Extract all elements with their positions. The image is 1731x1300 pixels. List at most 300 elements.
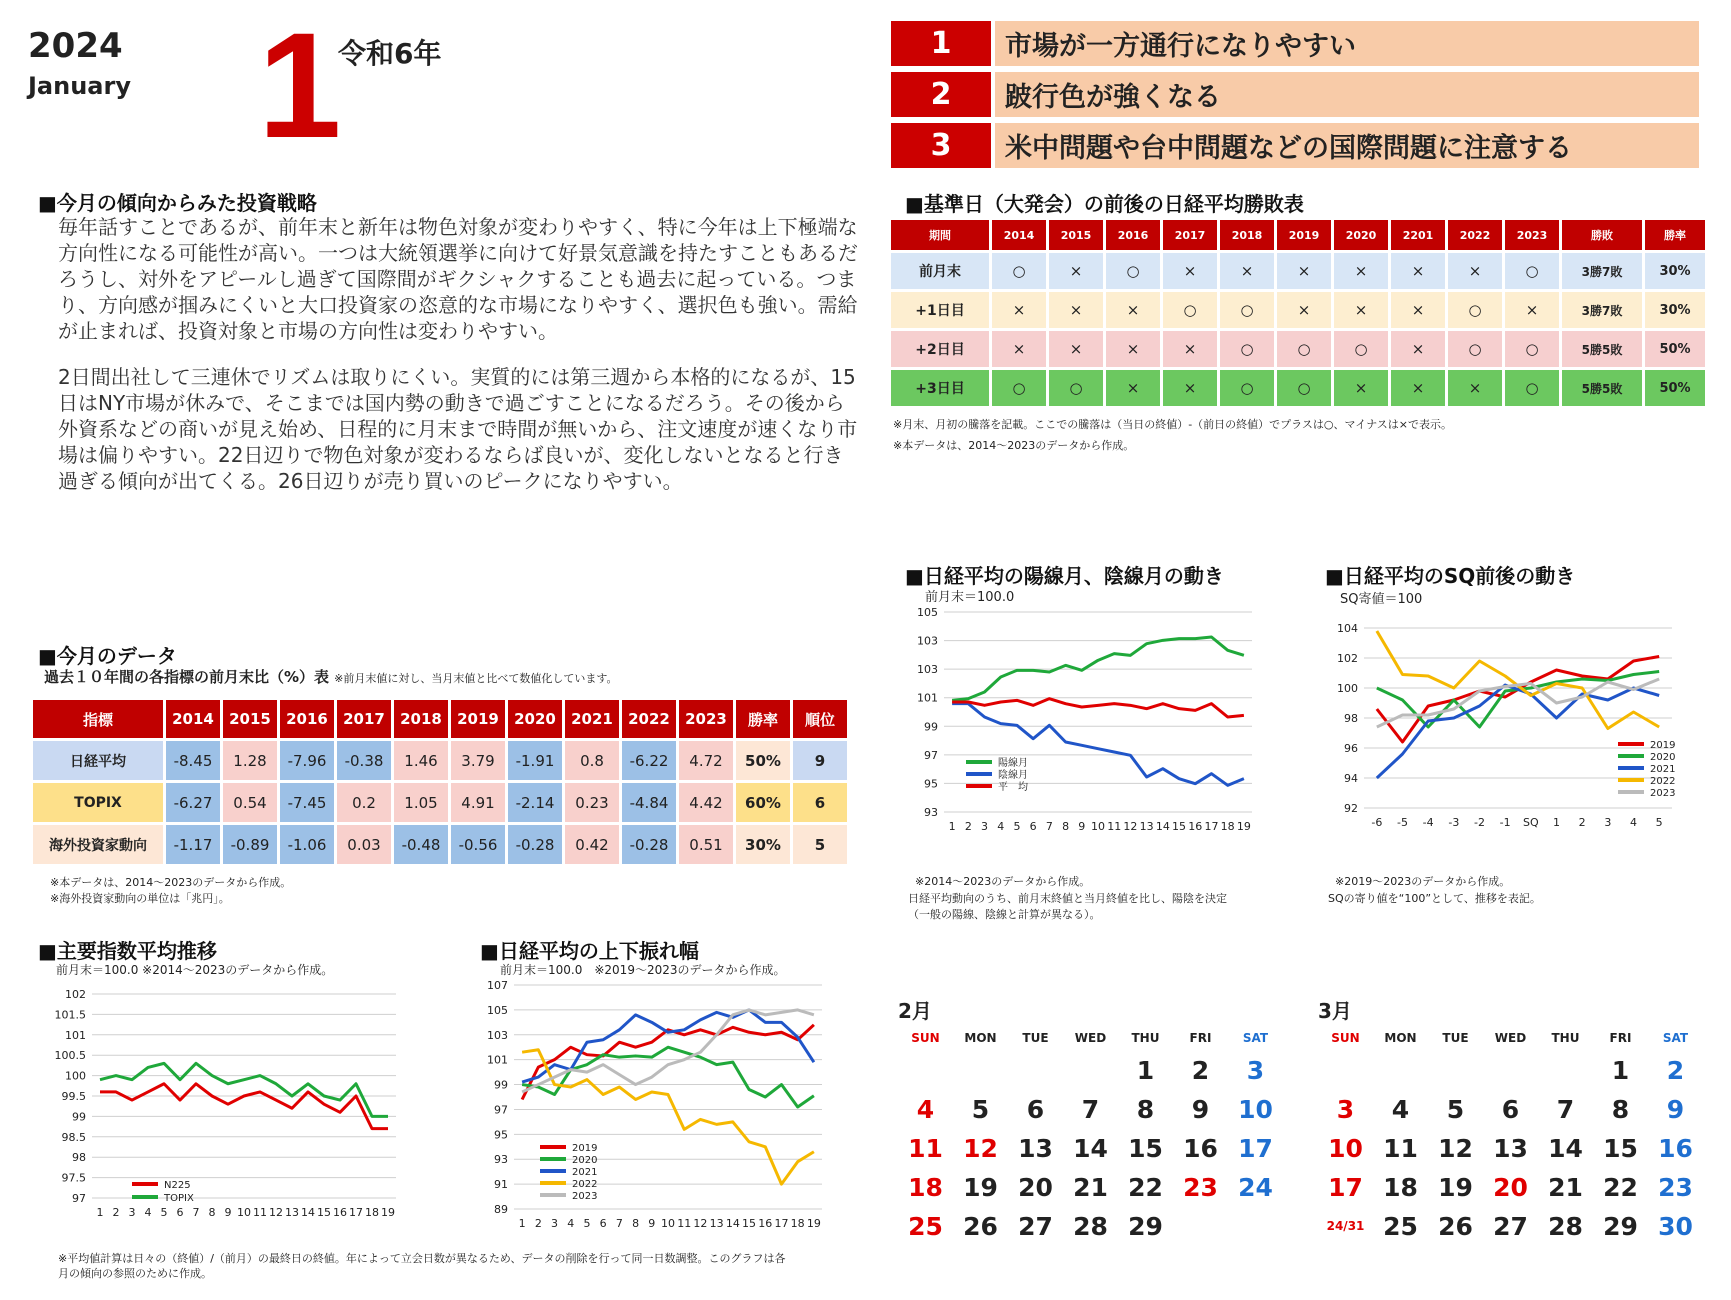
month-number: 1 <box>258 1 342 169</box>
sq-chart <box>1320 610 1680 840</box>
x-tick-label: 17 <box>774 1217 789 1230</box>
calendar-day: 25 <box>1383 1212 1418 1241</box>
calendar-day: 3 <box>1336 1095 1355 1124</box>
calendar-day: 5 <box>971 1095 990 1124</box>
monthly-data-rank: 9 <box>793 741 847 780</box>
calendar-day: 23 <box>1183 1173 1218 1202</box>
winloss-row <box>891 331 1705 367</box>
winloss-mark: × <box>1391 253 1445 289</box>
calendar-day: 5 <box>1446 1095 1465 1124</box>
x-tick-label: -4 <box>1422 816 1434 829</box>
winloss-header: 2023 <box>1505 220 1559 250</box>
x-tick-label: 3 <box>551 1217 559 1230</box>
calendar-weekday: SAT <box>1662 1031 1689 1045</box>
calendar-weekday: FRI <box>1189 1031 1212 1045</box>
yinyang-note-1: ※2014～2023のデータから作成。 <box>915 875 1091 888</box>
x-tick-label: 2 <box>112 1206 120 1219</box>
x-tick-label: 5 <box>1655 816 1663 829</box>
winloss-mark: ○ <box>1505 253 1559 289</box>
yinyang-chart-subtitle: 前月末＝100.0 <box>925 590 1015 605</box>
year: 2024 <box>28 26 123 66</box>
x-tick-label: 9 <box>648 1217 656 1230</box>
monthly-data-rate: 60% <box>736 783 790 822</box>
calendar-day <box>1228 1207 1283 1246</box>
monthly-data-value: -1.91 <box>508 741 562 780</box>
y-tick-label: 100.5 <box>54 1049 86 1063</box>
winloss-mark: × <box>1106 370 1160 406</box>
yinyang-chart <box>900 600 1260 840</box>
winloss-row-label: 前月末 <box>891 253 989 289</box>
calendar-day: 26 <box>963 1212 998 1241</box>
legend-label: 2019 <box>1650 740 1676 751</box>
calendar-day: 15 <box>1128 1134 1163 1163</box>
calendar-weekday: MON <box>964 1031 997 1045</box>
calendar-day: 4 <box>916 1095 935 1124</box>
monthly-data-value: -0.56 <box>451 825 505 864</box>
tendency-number: 2 <box>891 72 991 117</box>
calendar-day: 18 <box>908 1173 943 1202</box>
winloss-mark: × <box>1163 370 1217 406</box>
calendar-day: 8 <box>1136 1095 1155 1124</box>
x-tick-label: 6 <box>176 1206 184 1219</box>
winloss-mark: × <box>992 292 1046 328</box>
x-tick-label: 11 <box>1107 820 1122 833</box>
x-tick-label: 9 <box>1078 820 1086 833</box>
y-tick-label: 97 <box>494 1103 508 1117</box>
legend-label: 2020 <box>1650 752 1676 763</box>
monthly-data-value: 4.42 <box>679 783 733 822</box>
winloss-row <box>891 253 1705 289</box>
x-tick-label: 8 <box>1062 820 1070 833</box>
monthly-data-note-2: ※海外投資家動向の単位は「兆円」。 <box>50 892 230 905</box>
tendency-text: 米中問題や台中問題などの国際問題に注意する <box>995 123 1699 168</box>
winloss-mark: × <box>1106 331 1160 367</box>
calendar-day <box>1173 1207 1228 1246</box>
y-tick-label: 100 <box>1337 682 1358 695</box>
x-tick-label: 3 <box>1604 816 1612 829</box>
calendar-weekday: SAT <box>1242 1031 1269 1045</box>
y-tick-label: 98.5 <box>61 1130 86 1144</box>
winloss-mark: × <box>1220 253 1274 289</box>
y-tick-label: 105 <box>487 1003 508 1017</box>
monthly-data-header: 2015 <box>223 700 277 738</box>
winloss-row <box>891 370 1705 406</box>
winloss-mark: × <box>1391 370 1445 406</box>
calendar-day: 27 <box>1018 1212 1053 1241</box>
monthly-data-subtitle-wrap <box>44 666 617 687</box>
winloss-header: 2020 <box>1334 220 1388 250</box>
monthly-data-rate: 50% <box>736 741 790 780</box>
winloss-header: 2019 <box>1277 220 1331 250</box>
monthly-data-value: -8.45 <box>166 741 220 780</box>
x-tick-label: 15 <box>317 1206 331 1219</box>
monthly-data-value: -6.27 <box>166 783 220 822</box>
x-tick-label: 6 <box>599 1217 607 1230</box>
winloss-mark: ○ <box>992 370 1046 406</box>
calendar-day: 20 <box>1493 1173 1528 1202</box>
winloss-mark: × <box>1277 292 1331 328</box>
x-tick-label: -3 <box>1448 816 1460 829</box>
series-line-平 均 <box>952 699 1244 717</box>
x-tick-label: 14 <box>1155 820 1170 833</box>
winloss-header: 勝敗 <box>1562 220 1642 250</box>
monthly-data-header: 2016 <box>280 700 334 738</box>
x-tick-label: 7 <box>192 1206 200 1219</box>
tendency-1 <box>891 21 1699 66</box>
winloss-mark: × <box>1163 253 1217 289</box>
x-tick-label: 5 <box>1013 820 1021 833</box>
calendar-day: 2 <box>1666 1056 1685 1085</box>
x-tick-label: 19 <box>1236 820 1251 833</box>
x-tick-label: 19 <box>806 1217 821 1230</box>
calendar-day <box>898 1051 953 1090</box>
calendar-day: 26 <box>1438 1212 1473 1241</box>
winloss-mark: × <box>1334 253 1388 289</box>
y-tick-label: 98 <box>1344 712 1358 725</box>
x-tick-label: -1 <box>1499 816 1511 829</box>
y-tick-label: 97 <box>72 1192 86 1205</box>
y-tick-label: 94 <box>1344 772 1358 785</box>
monthly-data-table <box>30 697 850 867</box>
legend-label: 2021 <box>1650 764 1676 775</box>
x-tick-label: 5 <box>160 1206 168 1219</box>
legend-label: 陽線月 <box>998 758 1028 769</box>
calendar-day: 8 <box>1611 1095 1630 1124</box>
legend-label: 2019 <box>572 1143 598 1154</box>
series-line-2019 <box>522 1025 814 1100</box>
x-tick-label: 11 <box>677 1217 692 1230</box>
calendar-day: 29 <box>1128 1212 1163 1241</box>
monthly-data-value: -0.89 <box>223 825 277 864</box>
range-chart-subtitle: 前月末＝100.0 ※2019～2023のデータから作成。 <box>500 963 786 977</box>
calendar-day: 30 <box>1658 1212 1693 1241</box>
monthly-data-row-label: 日経平均 <box>33 741 163 780</box>
tendency-text: 跛行色が強くなる <box>995 72 1699 117</box>
calendar-day: 1 <box>1611 1056 1630 1085</box>
y-tick-label: 102 <box>1337 652 1358 665</box>
legend-label: 2020 <box>572 1155 598 1166</box>
x-tick-label: 17 <box>1204 820 1219 833</box>
calendar-day: 21 <box>1073 1173 1108 1202</box>
winloss-mark: × <box>1049 292 1103 328</box>
x-tick-label: -5 <box>1397 816 1408 829</box>
winloss-mark: × <box>1163 331 1217 367</box>
major-chart-title: ■主要指数平均推移 <box>38 939 217 963</box>
calendar-day: 21 <box>1548 1173 1583 1202</box>
x-tick-label: 14 <box>301 1206 315 1219</box>
winloss-note-1: ※月末、月初の騰落を記載。ここでの騰落は（当日の終値）-（前日の終値）でプラスは○、マイナスは×で表示。 <box>893 418 1453 431</box>
y-tick-label: 103 <box>917 634 938 648</box>
winloss-header: 2015 <box>1049 220 1103 250</box>
tendency-text: 市場が一方通行になりやすい <box>995 21 1699 66</box>
y-tick-label: 99 <box>924 720 938 734</box>
winloss-mark: ○ <box>992 253 1046 289</box>
y-tick-label: 103 <box>917 663 938 677</box>
x-tick-label: 1 <box>1553 816 1560 829</box>
calendar-day <box>953 1051 1008 1090</box>
y-tick-label: 101 <box>917 691 938 705</box>
monthly-data-value: 3.79 <box>451 741 505 780</box>
monthly-data-row <box>33 741 847 780</box>
winloss-rate: 50% <box>1645 331 1705 367</box>
winloss-mark: ○ <box>1448 331 1502 367</box>
calendar-day: 9 <box>1191 1095 1210 1124</box>
calendar-march <box>1318 995 1708 1246</box>
y-tick-label: 97.5 <box>61 1171 86 1185</box>
x-tick-label: 5 <box>583 1217 591 1230</box>
winloss-header: 2018 <box>1220 220 1274 250</box>
x-tick-label: 16 <box>333 1206 347 1219</box>
monthly-data-value: -0.28 <box>622 825 676 864</box>
monthly-data-value: -0.38 <box>337 741 391 780</box>
calendar-weekday: TUE <box>1442 1031 1469 1045</box>
y-tick-label: 89 <box>494 1203 508 1216</box>
calendar-day: 6 <box>1026 1095 1045 1124</box>
monthly-data-value: -6.22 <box>622 741 676 780</box>
winloss-mark: ○ <box>1049 370 1103 406</box>
x-tick-label: 17 <box>349 1206 363 1219</box>
monthly-data-header: 2014 <box>166 700 220 738</box>
x-tick-label: 1 <box>948 820 956 833</box>
series-line-陰線月 <box>952 704 1244 786</box>
monthly-data-value: 0.2 <box>337 783 391 822</box>
winloss-rate: 50% <box>1645 370 1705 406</box>
calendar-day: 22 <box>1603 1173 1638 1202</box>
x-tick-label: 3 <box>128 1206 136 1219</box>
winloss-header: 勝率 <box>1645 220 1705 250</box>
calendar-day: 28 <box>1073 1212 1108 1241</box>
winloss-record: 3勝7敗 <box>1562 253 1642 289</box>
legend-label: 2023 <box>572 1191 598 1202</box>
monthly-data-value: 0.03 <box>337 825 391 864</box>
calendar-day: 1 <box>1136 1056 1155 1085</box>
monthly-data-value: -1.17 <box>166 825 220 864</box>
y-tick-label: 95 <box>924 777 938 791</box>
calendar-weekday: MON <box>1384 1031 1417 1045</box>
calendar-day <box>1063 1051 1118 1090</box>
monthly-data-value: 0.54 <box>223 783 277 822</box>
era-label: 令和6年 <box>338 37 442 70</box>
legend-label: 2023 <box>1650 788 1676 799</box>
calendar-day: 17 <box>1328 1173 1363 1202</box>
calendar-weekday: FRI <box>1609 1031 1632 1045</box>
legend-label: N225 <box>164 1180 191 1191</box>
winloss-mark: ○ <box>1220 370 1274 406</box>
calendar-day: 7 <box>1556 1095 1575 1124</box>
monthly-data-note-1: ※本データは、2014～2023のデータから作成。 <box>50 876 292 889</box>
yinyang-note-2: 日経平均動向のうち、前月末終値と当月終値を比し、陽陰を決定 <box>908 892 1227 905</box>
monthly-data-value: -2.14 <box>508 783 562 822</box>
y-tick-label: 102 <box>65 988 86 1001</box>
y-tick-label: 104 <box>1337 622 1358 635</box>
monthly-data-row <box>33 783 847 822</box>
winloss-row-label: +1日目 <box>891 292 989 328</box>
y-tick-label: 105 <box>917 606 938 619</box>
winloss-mark: × <box>1049 253 1103 289</box>
y-tick-label: 101.5 <box>54 1008 86 1022</box>
monthly-data-header: 2020 <box>508 700 562 738</box>
x-tick-label: SQ <box>1523 816 1539 829</box>
monthly-data-row-label: TOPIX <box>33 783 163 822</box>
monthly-data-rank: 6 <box>793 783 847 822</box>
calendar-day: 23 <box>1658 1173 1693 1202</box>
winloss-mark: ○ <box>1448 292 1502 328</box>
x-tick-label: 12 <box>693 1217 708 1230</box>
winloss-mark: × <box>1334 370 1388 406</box>
calendar-day: 2 <box>1191 1056 1210 1085</box>
calendar-day: 15 <box>1603 1134 1638 1163</box>
y-tick-label: 91 <box>494 1178 508 1192</box>
bottom-note-2: 月の傾向の参照のために作成。 <box>58 1267 212 1280</box>
monthly-data-rate: 30% <box>736 825 790 864</box>
x-tick-label: 4 <box>144 1206 152 1219</box>
winloss-header: 2014 <box>992 220 1046 250</box>
calendar-february <box>898 995 1288 1246</box>
winloss-mark: ○ <box>1277 331 1331 367</box>
sq-note-2: SQの寄り値を“100”として、推移を表記。 <box>1328 892 1541 905</box>
calendar-day: 11 <box>908 1134 943 1163</box>
calendar-day <box>1538 1051 1593 1090</box>
range-chart-title: ■日経平均の上下振れ幅 <box>480 939 699 963</box>
winloss-mark: × <box>1391 292 1445 328</box>
calendar-day: 4 <box>1391 1095 1410 1124</box>
calendar-day: 25 <box>908 1212 943 1241</box>
winloss-header: 2016 <box>1106 220 1160 250</box>
calendar-day: 13 <box>1018 1134 1053 1163</box>
x-tick-label: 9 <box>224 1206 232 1219</box>
calendar-weekday: TUE <box>1022 1031 1049 1045</box>
x-tick-label: 13 <box>709 1217 724 1230</box>
monthly-data-header: 指標 <box>33 700 163 738</box>
monthly-data-value: 1.05 <box>394 783 448 822</box>
major-chart <box>40 980 410 1240</box>
calendar-day <box>1008 1051 1063 1090</box>
winloss-row <box>891 292 1705 328</box>
monthly-data-title: ■今月のデータ <box>38 644 177 668</box>
monthly-data-value: 1.46 <box>394 741 448 780</box>
y-tick-label: 107 <box>487 979 508 992</box>
monthly-data-rank: 5 <box>793 825 847 864</box>
winloss-mark: ○ <box>1334 331 1388 367</box>
monthly-data-header: 2021 <box>565 700 619 738</box>
calendar-day: 17 <box>1238 1134 1273 1163</box>
calendar-grid <box>898 1025 1288 1246</box>
calendar-day: 24 <box>1238 1173 1273 1202</box>
calendar-day: 12 <box>963 1134 998 1163</box>
monthly-data-row <box>33 825 847 864</box>
x-tick-label: 1 <box>96 1206 104 1219</box>
y-tick-label: 98 <box>72 1151 86 1165</box>
winloss-row-label: +2日目 <box>891 331 989 367</box>
winloss-record: 5勝5敗 <box>1562 370 1642 406</box>
x-tick-label: 2 <box>964 820 972 833</box>
monthly-data-subtitle: 過去１０年間の各指標の前月末比（%）表 <box>44 668 330 686</box>
x-tick-label: 2 <box>534 1217 542 1230</box>
x-tick-label: 18 <box>790 1217 805 1230</box>
yinyang-note-3: （一般の陽線、陰線と計算が異なる）。 <box>908 908 1101 921</box>
calendar-weekday: THU <box>1131 1031 1160 1045</box>
monthly-data-value: -1.06 <box>280 825 334 864</box>
winloss-table <box>888 217 1708 409</box>
calendar-weekday: SUN <box>911 1031 940 1045</box>
calendar-day: 16 <box>1658 1134 1693 1163</box>
calendar-day: 18 <box>1383 1173 1418 1202</box>
calendar-day: 10 <box>1238 1095 1273 1124</box>
calendar-day: 12 <box>1438 1134 1473 1163</box>
x-tick-label: 18 <box>365 1206 379 1219</box>
x-tick-label: 4 <box>997 820 1005 833</box>
y-tick-label: 93 <box>924 806 938 819</box>
winloss-header: 期間 <box>891 220 989 250</box>
legend-label: 2022 <box>572 1179 598 1190</box>
winloss-mark: ○ <box>1505 331 1559 367</box>
x-tick-label: 7 <box>615 1217 623 1230</box>
monthly-data-value: 1.28 <box>223 741 277 780</box>
winloss-mark: × <box>1277 253 1331 289</box>
x-tick-label: 4 <box>567 1217 575 1230</box>
y-tick-label: 95 <box>494 1128 508 1142</box>
monthly-data-value: 0.23 <box>565 783 619 822</box>
x-tick-label: 10 <box>1091 820 1105 833</box>
winloss-mark: ○ <box>1505 370 1559 406</box>
x-tick-label: 18 <box>1220 820 1235 833</box>
x-tick-label: 7 <box>1045 820 1053 833</box>
x-tick-label: 1 <box>518 1217 526 1230</box>
strategy-paragraph-1: 毎年話すことであるが、前年末と新年は物色対象が変わりやすく、特に今年は上下極端な方向性になる可能性が高い。一つは大統領選挙に向けて好景気意識を持たすこともあるだろうし、対外をアピールし過ぎて国際間がギクシャクすることも過去に起っている。つまり、方向感が掴みにくいと大口投資家の恣意的な市場になりやすく、選択色も強い。需給が止まれば、投資対象と市場の方向性は変わりやすい。 <box>58 215 858 343</box>
monthly-data-header: 2022 <box>622 700 676 738</box>
sq-chart-subtitle: SQ寄値＝100 <box>1340 592 1423 607</box>
x-tick-label: -2 <box>1474 816 1485 829</box>
legend-label: TOPIX <box>164 1193 194 1204</box>
calendar-day: 9 <box>1666 1095 1685 1124</box>
calendar-day: 28 <box>1548 1212 1583 1241</box>
y-tick-label: 93 <box>494 1153 508 1167</box>
monthly-data-value: 4.91 <box>451 783 505 822</box>
monthly-data-header: 順位 <box>793 700 847 738</box>
monthly-data-value: 0.8 <box>565 741 619 780</box>
winloss-mark: × <box>1106 292 1160 328</box>
x-tick-label: 12 <box>269 1206 283 1219</box>
winloss-mark: × <box>992 331 1046 367</box>
series-line-N225 <box>100 1084 388 1129</box>
winloss-mark: ○ <box>1220 331 1274 367</box>
winloss-record: 5勝5敗 <box>1562 331 1642 367</box>
monthly-data-value: -0.48 <box>394 825 448 864</box>
y-tick-label: 103 <box>487 1028 508 1042</box>
winloss-mark: × <box>1334 292 1388 328</box>
x-tick-label: -6 <box>1371 816 1383 829</box>
x-tick-label: 13 <box>285 1206 299 1219</box>
calendar-day <box>1318 1051 1373 1090</box>
y-tick-label: 99.5 <box>61 1090 86 1103</box>
y-tick-label: 99 <box>494 1078 508 1092</box>
x-tick-label: 19 <box>381 1206 395 1219</box>
monthly-data-subnote: ※前月末値に対し、当月末値と比べて数値化しています。 <box>334 672 618 685</box>
calendar-day: 20 <box>1018 1173 1053 1202</box>
y-tick-label: 101 <box>487 1053 508 1067</box>
calendar-day <box>1373 1051 1428 1090</box>
major-chart-subtitle: 前月末＝100.0 ※2014～2023のデータから作成。 <box>56 963 334 977</box>
x-tick-label: 13 <box>1139 820 1154 833</box>
tendency-3 <box>891 123 1699 168</box>
monthly-data-value: -7.45 <box>280 783 334 822</box>
legend-label: 平 均 <box>998 782 1028 793</box>
calendar-day: 10 <box>1328 1134 1363 1163</box>
x-tick-label: 11 <box>253 1206 267 1219</box>
tendency-number: 1 <box>891 21 991 66</box>
winloss-title: ■基準日（大発会）の前後の日経平均勝敗表 <box>905 192 1304 216</box>
monthly-data-value: -7.96 <box>280 741 334 780</box>
